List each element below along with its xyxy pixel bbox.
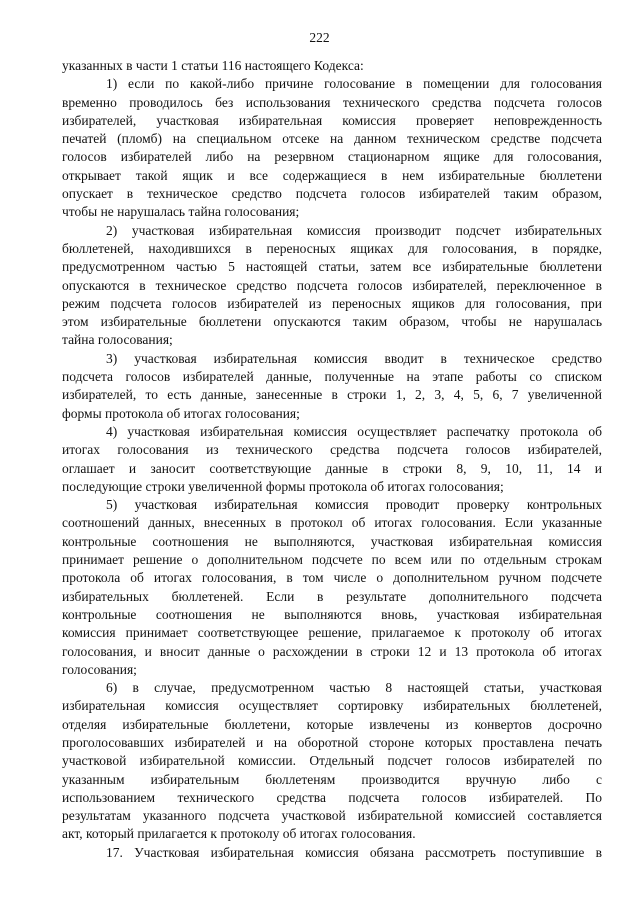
- paragraph-first-line: 6) в случае, предусмотренном частью 8 настоящей статьи, участковая: [106, 680, 602, 696]
- text-line: предусмотренном частью 5 настоящей статьи, затем все избирательные бюллетени: [62, 259, 602, 275]
- text-line: оглашает и заносит соответствующие данные в строки 8, 9, 10, 11, 14 и: [62, 460, 602, 476]
- paragraph-first-line: 5) участковая избирательная комиссия проводит проверку контрольных: [106, 497, 602, 513]
- document-body: [62, 57, 602, 862]
- text-line: принимает решение о дополнительном подсчете по всем или по отдельным строкам: [62, 552, 602, 568]
- text-line: режим подсчета голосов избирателей из переносных ящиков для голосования, при: [62, 295, 602, 311]
- text-line: избирателей, участковая избирательная комиссия проверяет неповрежденность: [62, 112, 602, 128]
- text-line: указанным избирательным бюллетеням производится вручную либо с: [62, 771, 602, 787]
- text-line: акт, который прилагается к протоколу об итогах голосования.: [62, 826, 416, 842]
- text-line: чтобы не нарушалась тайна голосования;: [62, 204, 300, 220]
- text-line: голосования;: [62, 661, 137, 677]
- text-line: проголосовавших избирателей и на оборотной стороне которых проставлена печать: [62, 734, 602, 750]
- text-line: последующие строки увеличенной формы протокола об итогах голосования;: [62, 478, 504, 494]
- page-number: 222: [309, 30, 330, 45]
- text-line: отделяя избирательные бюллетени, которые извлечены из конвертов досрочно: [62, 716, 602, 732]
- text-line: итогах голосования из технического средства подсчета голосов избирателей,: [62, 442, 602, 458]
- text-line: тайна голосования;: [62, 332, 173, 348]
- text-line: голосования, и вносит данные о расхождении в строки 12 и 13 протокола об итогах: [62, 643, 602, 659]
- text-line: протокола об итогах голосования, в том числе о дополнительном ручном подсчете: [62, 570, 602, 586]
- text-line: использованием технического средства подсчета голосов избирателей. По: [62, 789, 602, 805]
- paragraph-first-line: 4) участковая избирательная комиссия осуществляет распечатку протокола об: [106, 423, 602, 439]
- paragraph-first-line: 17. Участковая избирательная комиссия обязана рассмотреть поступившие в: [106, 844, 602, 860]
- paragraph-first-line: 1) если по какой-либо причине голосование в помещении для голосования: [106, 76, 602, 92]
- text-line: избирателей, то есть данные, занесенные в строки 1, 2, 3, 4, 5, 6, 7 увеличенной: [62, 387, 602, 403]
- text-line: указанных в части 1 статьи 116 настоящего Кодекса:: [62, 58, 364, 73]
- text-line: результатам указанного подсчета участковой избирательной комиссией составляется: [62, 808, 602, 824]
- text-line: контрольные соотношения не выполняются, участковая избирательная комиссия: [62, 533, 602, 549]
- text-line: временно проводилось без использования технического средства подсчета голосов: [62, 94, 602, 110]
- text-line: этом избирательные бюллетени опускаются таким образом, чтобы не нарушалась: [62, 314, 602, 330]
- paragraph-first-line: 2) участковая избирательная комиссия производит подсчет избирательных: [106, 222, 602, 238]
- text-line: участковой избирательной комиссии. Отдельный подсчет голосов избирателей по: [62, 753, 602, 769]
- text-line: избирательная комиссия осуществляет сортировку избирательных бюллетеней,: [62, 698, 602, 714]
- text-line: контрольные соотношения не выполняются вновь, участковая избирательная: [62, 606, 602, 622]
- text-line: открывает такой ящик и все содержащиеся в нем избирательные бюллетени: [62, 167, 602, 183]
- text-line: комиссия принимает соответствующее решение, прилагаемое к протоколу об итогах: [62, 625, 602, 641]
- text-line: избирательных бюллетеней. Если в результате дополнительного подсчета: [62, 588, 602, 604]
- text-line: формы протокола об итогах голосования;: [62, 405, 300, 421]
- paragraph-first-line: 3) участковая избирательная комиссия вводит в техническое средство: [106, 350, 602, 366]
- text-line: опускает в техническое средство подсчета голосов избирателей таким образом,: [62, 186, 602, 202]
- text-line: опускаются в техническое средство подсчета голосов избирателей, переключенное в: [62, 277, 602, 293]
- text-line: соотношений данных, внесенных в протокол об итогах голосования. Если указанные: [62, 515, 602, 531]
- text-line: печатей (пломб) на специальном отсеке на данном техническом средстве подсчета: [62, 131, 602, 147]
- text-line: голосов избирателей либо на резервном стационарном ящике для голосования,: [62, 149, 602, 165]
- text-line: подсчета голосов избирателей данные, полученные на этапе работы со списком: [62, 369, 602, 385]
- text-line: бюллетеней, находившихся в переносных ящиках для голосования, в порядке,: [62, 240, 602, 256]
